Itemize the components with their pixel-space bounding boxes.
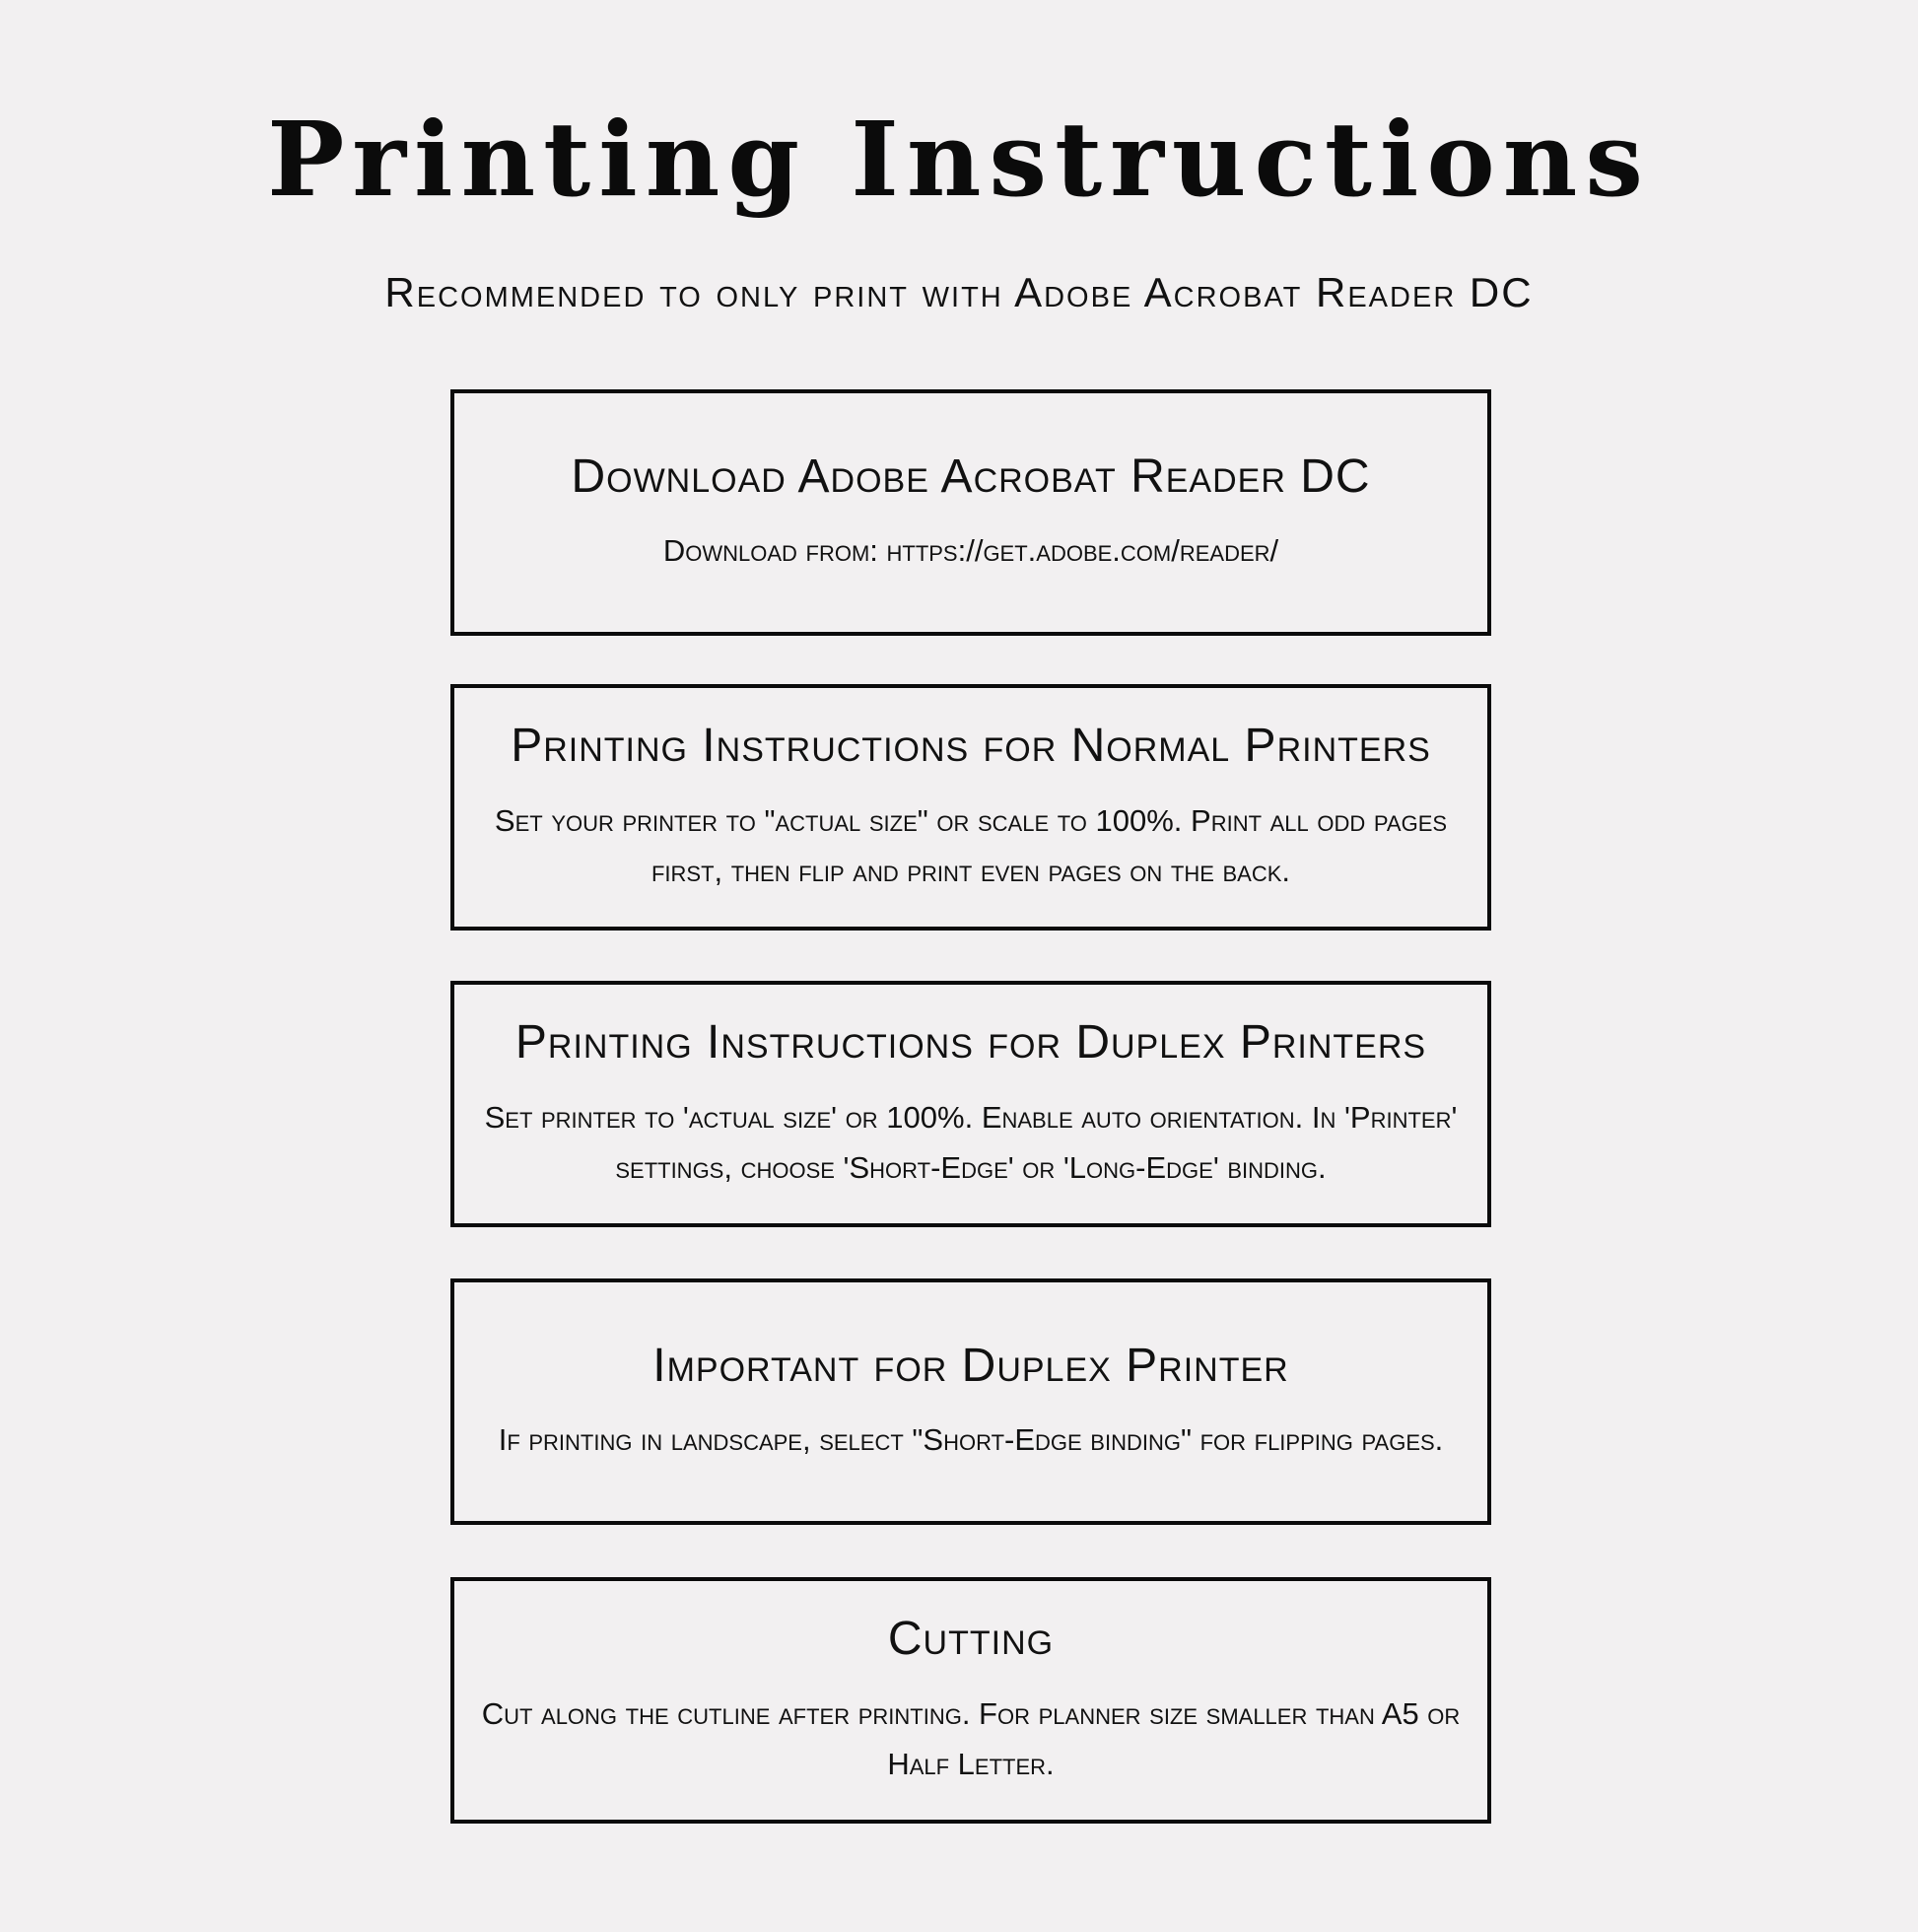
card-body: Download from: https://get.adobe.com/reader/ <box>662 533 1279 569</box>
normal-printers-card <box>450 684 1491 931</box>
card-title: Printing Instructions for Normal Printers <box>511 720 1431 773</box>
card-body: Cut along the cutline after printing. For planner size smaller than A5 or Half Letter. <box>481 1695 1461 1781</box>
duplex-printers-card <box>450 981 1491 1227</box>
card-title: Download Adobe Acrobat Reader DC <box>571 449 1371 503</box>
card-title: Cutting <box>887 1613 1055 1666</box>
page-title: Printing Instructions <box>267 99 1651 220</box>
cutting-card <box>450 1577 1491 1824</box>
card-body: Set printer to 'actual size' or 100%. Enable auto orientation. In 'Printer' settings, choose 'Short-Edge' or 'Long-Edge' binding. <box>484 1099 1458 1185</box>
page-subtitle: Recommended to only print with Adobe Acrobat Reader DC <box>384 269 1534 315</box>
duplex-important-card <box>450 1278 1491 1525</box>
download-reader-card <box>450 389 1491 636</box>
card-title: Printing Instructions for Duplex Printers <box>514 1016 1427 1070</box>
card-body: If printing in landscape, select "Short-Edge binding" for flipping pages. <box>498 1422 1444 1458</box>
card-body: Set your printer to "actual size" or scale to 100%. Print all odd pages first, then flip and print even pages on the back. <box>494 802 1448 888</box>
card-title: Important for Duplex Printer <box>652 1339 1289 1392</box>
